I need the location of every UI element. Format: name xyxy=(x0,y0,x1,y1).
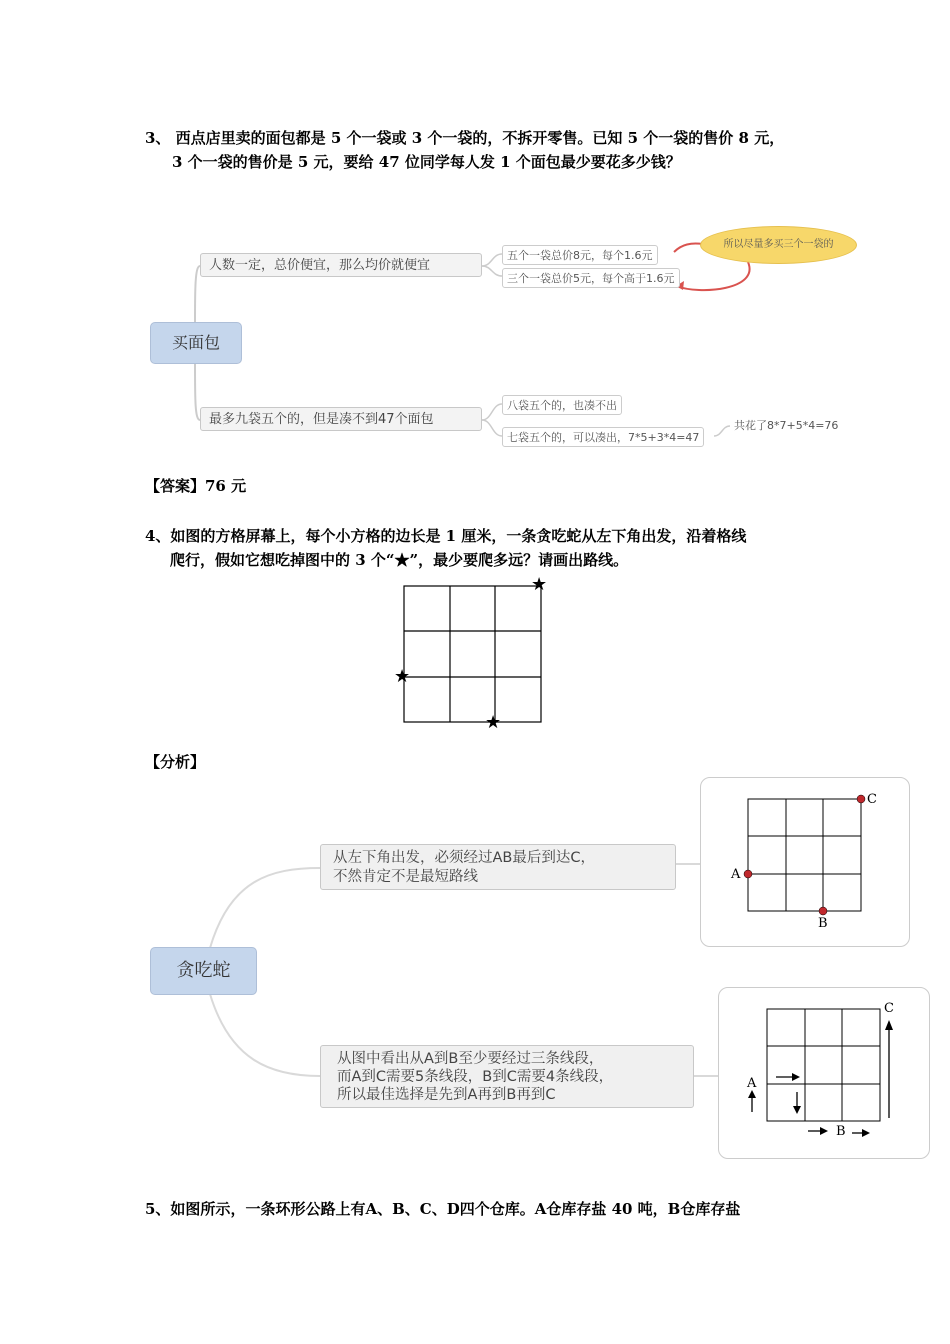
mindmap2-branch1-line1: 从左下角出发，必须经过AB最后到达C， xyxy=(333,850,595,866)
mindmap1-branch2-c: 共花了8*7+5*4=76 xyxy=(734,419,839,432)
mindmap1-branch2: 最多九袋五个的，但是凑不到47个面包 xyxy=(200,407,482,431)
mindmap1-root: 买面包 xyxy=(150,322,242,364)
mindmap2-branch2-line3: 所以最佳选择是先到A再到B再到C xyxy=(337,1087,556,1103)
answer3: 【答案】76 元 xyxy=(145,477,247,495)
mindmap2-branch2-line2: 而A到C需要5条线段，B到C需要4条线段， xyxy=(337,1069,614,1085)
path-point-a-label: A xyxy=(747,1076,757,1091)
mindmap1-branch2-b: 七袋五个的，可以凑出，7*5+3*4=47 xyxy=(502,427,704,447)
point-a-label: A xyxy=(731,867,741,882)
mindmap1-bubble: 所以尽量多买三个一袋的 xyxy=(700,226,857,264)
point-c-label: C xyxy=(867,792,877,807)
mindmap1-branch1-a: 五个一袋总价8元，每个1.6元 xyxy=(502,245,658,265)
mindmap2-branch2-line1: 从图中看出从A到B至少要经过三条线段， xyxy=(337,1051,604,1067)
q4-line1: 4、如图的方格屏幕上，每个小方格的边长是 1 厘米，一条贪吃蛇从左下角出发，沿着格线 xyxy=(145,527,747,545)
path-point-b-label: B xyxy=(836,1124,846,1139)
mindmap2-root: 贪吃蛇 xyxy=(150,947,257,995)
path-point-c-label: C xyxy=(884,1001,894,1016)
mindmap1-branch2-a: 八袋五个的，也凑不出 xyxy=(502,395,622,415)
mindmap2-branch1-line2: 不然肯定不是最短路线 xyxy=(333,869,478,885)
mindmap1-branch1: 人数一定，总价便宜，那么均价就便宜 xyxy=(200,253,482,277)
q5-line: 5、如图所示，一条环形公路上有A、B、C、D四个仓库。A仓库存盐 40 吨，B仓库存盐 xyxy=(145,1200,741,1218)
star-icon: ★ xyxy=(485,712,502,733)
analysis-label: 【分析】 xyxy=(145,753,206,771)
point-b-label: B xyxy=(818,916,828,931)
star-icon: ★ xyxy=(531,574,548,595)
star-icon: ★ xyxy=(394,666,411,687)
q4-line2: 爬行，假如它想吃掉图中的 3 个“★”，最少要爬多远？请画出路线。 xyxy=(170,551,629,569)
mindmap1-branch1-b: 三个一袋总价5元，每个高于1.6元 xyxy=(502,268,680,288)
q3-line2: 3 个一袋的售价是 5 元，要给 47 位同学每人发 1 个面包最少要花多少钱？ xyxy=(172,153,681,171)
q3-line1: 3、 西点店里卖的面包都是 5 个一袋或 3 个一袋的，不拆开零售。已知 5 个一袋的售价 8 元， xyxy=(145,129,785,147)
